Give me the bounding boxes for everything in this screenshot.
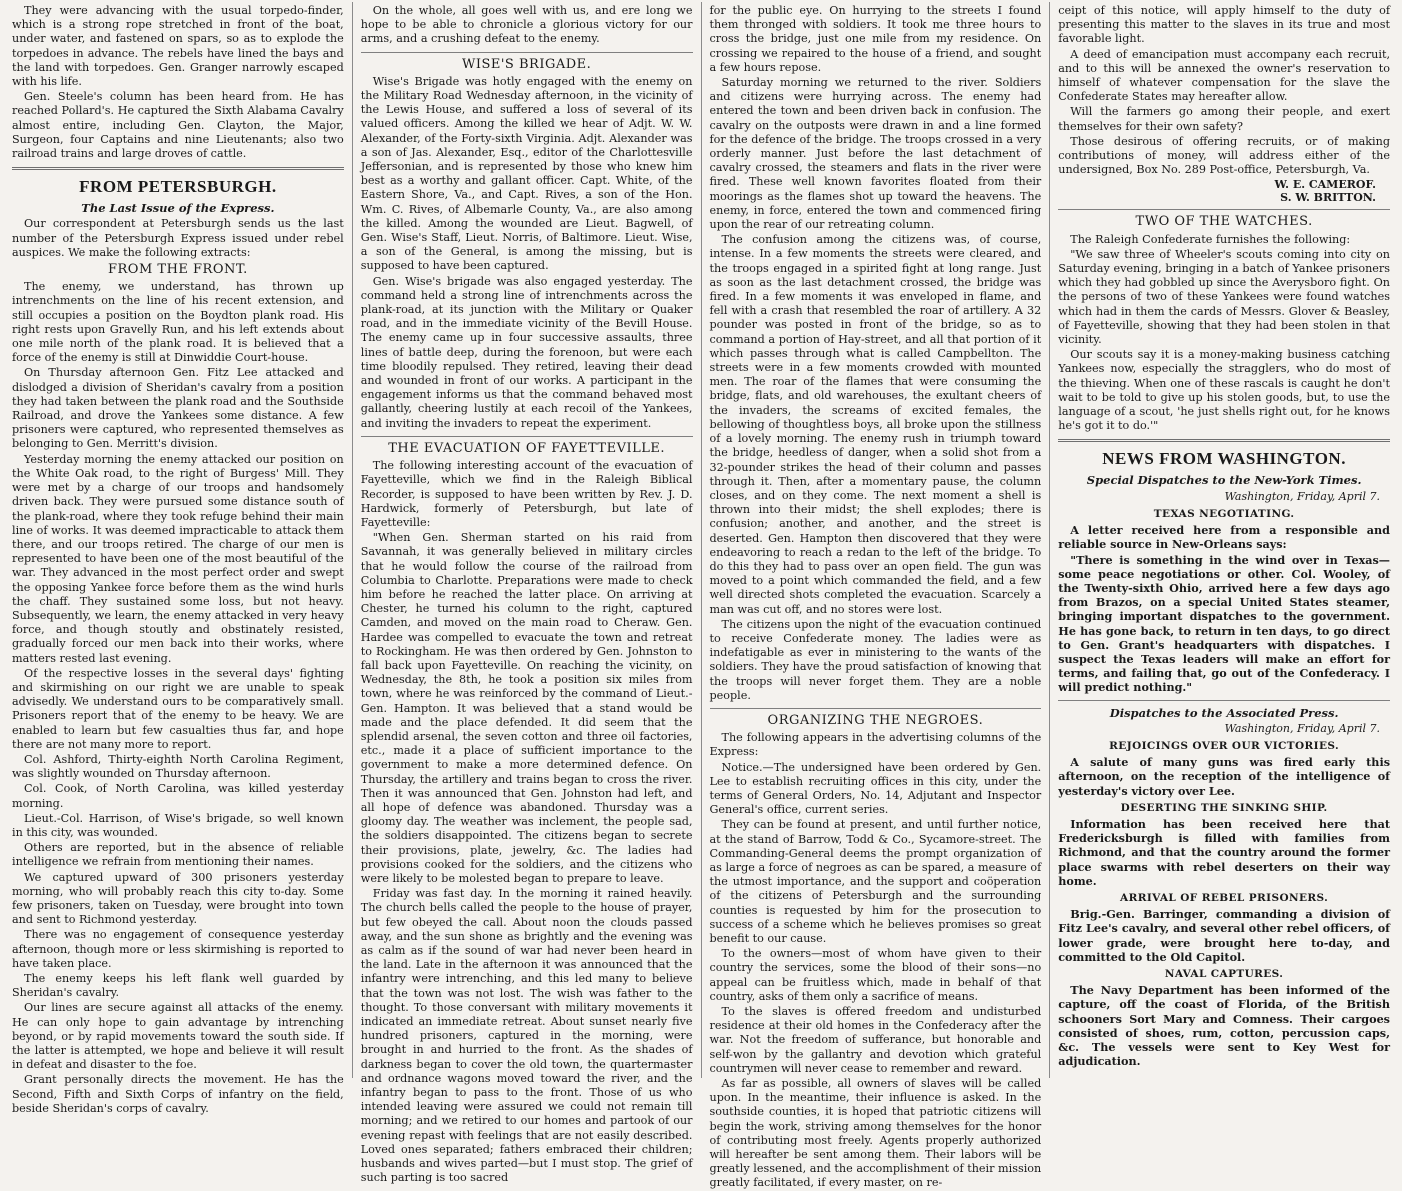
divider bbox=[361, 436, 693, 437]
paragraph: Our lines are secure against all attacks of the enemy. He can only hope to gain advantage by intrenching beyond, or by rapid movements toward the south side. If the latter is attempted, we hope and believe it will result in defeat and disaster to the foe. bbox=[12, 1001, 344, 1072]
paragraph: The Navy Department has been informed of the capture, off the coast of Florida, of the British schooners Sort Mary and Comness. Their cargoes consisted of shoes, rum, cotton, percussion caps, &c. The vessels were sent to Key West for adjudication. bbox=[1058, 983, 1390, 1069]
paragraph: Information has been received here that Fredericksburgh is filled with families from Richmond, and that the country around the former place swarms with rebel deserters on their way home. bbox=[1058, 816, 1390, 888]
subhead-associated-press: Dispatches to the Associated Press. bbox=[1109, 705, 1339, 720]
column-3 bbox=[702, 2, 1051, 1190]
subhead-arrival: ARRIVAL OF REBEL PRISONERS. bbox=[1120, 891, 1329, 904]
paragraph: Gen. Wise's brigade was also engaged yesterday. The command held a strong line of intrenchments across the plank-road, at its junction with the Military or Quaker road, and in the immediate vicinity of the Bevill House. The enemy came up in four successive assaults, three lines of battle deep, during the forenoon, but were each time bloodily repulsed. They retired, leaving their dead and wounded in front of our works. A participant in the engagement informs us that the command behaved most gallantly, cheering lustily at each recoil of the Yankees, and inviting the invaders to repeat the experiment. bbox=[360, 274, 693, 430]
paragraph: Those desirous of offering recruits, or of making contributions of money, will address either of the undersigned, Box No. 289 Post-office, Petersburgh, Va. bbox=[1058, 134, 1390, 177]
paragraph: "There is something in the wind over in Texas—some peace negotiations or other. Col. Wooley, of the Twenty-sixth Ohio, arrived here a few days ago from Brazos, on a special United States steamer, bringing important dispatches to the government. He has gone back, to return in ten days, to go direct to Gen. Grant's headquarters with dispatches. I suspect the Texas leaders will make an effort for terms, and failing that, go out of the Confederacy. I will predict nothing." bbox=[1058, 552, 1390, 695]
paragraph: "We saw three of Wheeler's scouts coming into city on Saturday evening, bringing in a batch of Yankee prisoners which they had gobbled up since the Averysboro fight. On the persons of two of these Yankees were found watches which had in them the cards of Messrs. Glover & Beasley, of Fayetteville, showing that they had been stolen in that vicinity. bbox=[1058, 247, 1390, 347]
paragraph: Will the farmers go among their people, and exert themselves for their own safety? bbox=[1058, 105, 1390, 133]
paragraph: Brig.-Gen. Barringer, commanding a division of Fitz Lee's cavalry, and several other rebel officers, of lower grade, were brought here to-day, and committed to the Old Capitol. bbox=[1058, 907, 1390, 964]
subhead-organizing: ORGANIZING THE NEGROES. bbox=[767, 712, 984, 728]
steele-paragraph: Gen. Steele's column has been heard from. He has reached Pollard's. He captured the Sixth Alabama Cavalry almost entire, including Gen. Clayton, the Major, Surgeon, four Captains and nine Lieutenants; also two railroad trains and large droves of cattle. bbox=[12, 90, 344, 161]
subhead-last-issue: The Last Issue of the Express. bbox=[81, 201, 275, 216]
paragraph: The confusion among the citizens was, of course, intense. In a few moments the streets were cleared, and the troops engaged in a spirited fight at long range. Just as soon as the last detachment crossed, the bridge was fired. In a few moments it was enveloped in flame, and fell with a crash that resembled the roar of artillery. A 32 pounder was posted in front of the bridge, so as to command a portion of Hay-street, and all that portion of it which passes through what is called Campbellton. The streets were in a few moments crowded with mounted men. The roar of the flames that were consuming the bridge, flats, and old warehouses, the exultant cheers of the invaders, the screams of excited females, the bellowing of thoughtless boys, all broke upon the stillness of a lovely morning. The enemy rush in triumph toward the bridge, heedless of danger, when a solid shot from a 32-pounder strikes the head of their column and passes through it. Then, after a momentary pause, the column closes, and on they come. The next moment a shell is thrown into their midst; the shell explodes; there is confusion; another, and another, and the street is deserted. Gen. Hampton then discovered that they were endeavoring to reach a redan to the left of the bridge. To do this they had to pass over an open field. The gun was moved to a point which commanded the field, and a few well directed shots completed the evacuation. Scarcely a man was cut off, and no stores were lost. bbox=[709, 233, 1042, 616]
paragraph: Saturday morning we returned to the river. Soldiers and citizens were hurrying across. The enemy had entered the town and been driven back in confusion. The cavalry on the outposts were drawn in and a line formed for the defence of the bridge. The troops crossed in a very orderly manner. Just before the last detachment of cavalry crossed, the steamers and flats in the river were fired. These well known favorites floated from their moorings as the flames shot up toward the heavens. The enemy, in force, entered the town and commenced firing upon the rear of our retreating column. bbox=[709, 76, 1042, 232]
intro-paragraph: Our correspondent at Petersburgh sends us the last number of the Petersburgh Express issued under rebel auspices. We make the following extracts: bbox=[12, 217, 344, 259]
paragraph: "When Gen. Sherman started on his raid from Savannah, it was generally believed in military circles that he would follow the course of the railroad from Columbia to Charlotte. Preparations were made to check him before he reached the latter place. On arriving at Chester, he turned his column to the right, captured Camden, and moved on the main road to Cheraw. Gen. Hardee was compelled to evacuate the town and retreat to Rockingham. He was then ordered by Gen. Johnston to fall back upon Fayetteville. On reaching the vicinity, on Wednesday, the 8th, he took a position six miles from town, where he was reinforced by the command of Lieut.-Gen. Hampton. It was believed that a stand would be made and the place defended. It did seem that the splendid arsenal, the seven cotton and three oil factories, etc., made it a place of sufficient importance to the government to make a more determined defence. On Thursday, the artillery and trains began to cross the river. Then it was announced that Gen. Johnston had left, and all hope of defence was abandoned. Thursday was a gloomy day. The weather was inclement, the people sad, the soldiers disappointed. The citizens began to secrete their provisions, plate, jewelry, &c. The ladies had provisions cooked for the soldiers, and the citizens who were likely to be molested began to prepare to leave. bbox=[360, 531, 693, 885]
paragraph: A salute of many guns was fired early this afternoon, on the reception of the intelligence of yesterday's victory over Lee. bbox=[1058, 755, 1390, 798]
subhead-deserting: DESERTING THE SINKING SHIP. bbox=[1120, 801, 1328, 814]
paragraph: To the owners—most of whom have given to their country the services, some the blood of their sons—no appeal can be fruitless which, made in behalf of that country, asks of them only a sacrifice of means. bbox=[709, 947, 1042, 1003]
paragraph: They can be found at present, and until further notice, at the stand of Barrow, Todd & Co., Sycamore-street. The Commanding-General deems the prompt organization of as large a force of negroes as can be spared, a measure of the utmost importance, and the support and coöperation of the citizens of Petersburgh and the surrounding counties is requested by him for the prosecution to success of a scheme which he believes promises so great benefit to our cause. bbox=[709, 818, 1042, 945]
column-2 bbox=[353, 2, 702, 1185]
paragraph: A letter received here from a responsible and reliable source in New-Orleans says: bbox=[1058, 523, 1390, 552]
subhead-texas: TEXAS NEGOTIATING. bbox=[1153, 507, 1295, 520]
divider bbox=[1058, 700, 1390, 701]
paragraph: Lieut.-Col. Harrison, of Wise's brigade, so well known in this city, was wounded. bbox=[12, 811, 344, 839]
subhead-wise-brigade: WISE'S BRIGADE. bbox=[461, 56, 592, 72]
signature-2: S. W. BRITTON. bbox=[1280, 191, 1376, 205]
paragraph: Yesterday morning the enemy attacked our position on the White Oak road, to the right of Burgess' Mill. They were met by a charge of our troops and handsomely driven back. They were pursued some distance south of the plank-road, where they took refuge behind their main line of works. It was deemed impracticable to attack them there, and our troops retired. The charge of our men is represented to have been one of the most beautiful of the war. They advanced in the most perfect order and swept the opposing Yankee force before them as the wind hurls the chaff. They sustained some loss, but not heavy. Subsequently, we learn, the enemy attacked in very heavy force, and though stoutly and obstinately resisted, gradually forced our men back into their works, where matters rested last evening. bbox=[12, 452, 344, 665]
paragraph: There was no engagement of consequence yesterday afternoon, though more or less skirmishing is reported to have taken place. bbox=[12, 928, 344, 970]
paragraph: As far as possible, all owners of slaves will be called upon. In the meantime, their influence is asked. In the southside counties, it is hoped that patriotic citizens will begin the work, striving among themselves for the honor of contributing most freely. Agents properly authorized will hereafter be sent among them. Their labors will be greatly lessened, and the accomplishment of their mission greatly facilitated, if every master, on re- bbox=[709, 1077, 1042, 1190]
org-intro: The following appears in the advertising columns of the Express: bbox=[709, 731, 1042, 759]
paragraph: The citizens upon the night of the evacuation continued to receive Confederate money. The ladies were as indefatigable as ever in ministering to the wants of the soldiers. They have the proud satisfaction of knowing that the troops will never forget them. They are a noble people. bbox=[709, 617, 1042, 702]
signature-1: W. E. CAMEROF. bbox=[1274, 178, 1376, 192]
paragraph: Our scouts say it is a money-making business catching Yankees now, especially the stragglers, who do most of the thieving. When one of these rascals is caught he don't wait to be told to give up his stolen goods, but, to use the language of a scout, 'he just shells right out, for he knows he's got it to do.'" bbox=[1058, 348, 1390, 433]
paragraph: Of the respective losses in the several days' fighting and skirmishing on our right we are unable to speak advisedly. We understand ours to be comparatively small. Prisoners report that of the enemy to be heavy. We are enabled to learn but few casualties thus far, and hope there are not many more to report. bbox=[12, 666, 344, 751]
paragraph: Others are reported, but in the absence of reliable intelligence we refrain from mentioning their names. bbox=[12, 841, 344, 869]
paragraph: Wise's Brigade was hotly engaged with the enemy on the Military Road Wednesday afternoon, in the vicinity of the Lewis House, and suffered a loss of several of its valued officers. Among the killed we hear of Adjt. W. W. Alexander, of the Forty-sixth Virginia. Adjt. Alexander was a son of Jas. Alexander, Esq., editor of the Charlottesville Jeffersonian, and is represented by those who knew him best as a worthy and gallant officer. Capt. White, of the Eastern Shore, Va., and Capt. Rives, a son of the Hon. Wm. C. Rives, of Albemarle County, Va., are also among the killed. Among the wounded are Lieut. Bagwell, of Gen. Wise's Staff, Lieut. Norris, of Baltimore. Lieut. Wise, a son of the General, is among the missing, but is supposed to have been captured. bbox=[360, 74, 693, 273]
column-4 bbox=[1050, 2, 1398, 1078]
divider bbox=[12, 167, 344, 170]
subhead-special-dispatches: Special Dispatches to the New-York Times. bbox=[1086, 473, 1362, 488]
paragraph: ceipt of this notice, will apply himself to the duty of presenting this matter to the slaves in its true and most favorable light. bbox=[1058, 4, 1390, 46]
paragraph: Col. Cook, of North Carolina, was killed yesterday morning. bbox=[12, 782, 344, 810]
paragraph: On Thursday afternoon Gen. Fitz Lee attacked and dislodged a division of Sheridan's cavalry from a position they had taken between the plank road and the Southside Railroad, and drove the Yankees some distance. A few prisoners were captured, who represented themselves as belonging to Gen. Merritt's division. bbox=[12, 366, 344, 451]
paragraph: Notice.—The undersigned have been ordered by Gen. Lee to establish recruiting offices in this city, under the terms of General Orders, No. 14, Adjutant and Inspector General's office, current series. bbox=[709, 760, 1042, 817]
paragraph: The following interesting account of the evacuation of Fayetteville, which we find in the Raleigh Biblical Recorder, is supposed to have been written by Rev. J. D. Hardwick, formerly of Petersburgh, but late of Fayetteville: bbox=[360, 459, 693, 529]
dateline-2: Washington, Friday, April 7. bbox=[1224, 721, 1380, 735]
divider bbox=[710, 708, 1042, 709]
divider bbox=[361, 52, 693, 53]
paragraph: The enemy keeps his left flank well guarded by Sheridan's cavalry. bbox=[12, 972, 344, 1000]
paragraph: We captured upward of 300 prisoners yesterday morning, who will probably reach this city to-day. Some few prisoners, taken on Tuesday, were brought into town and sent to Richmond yesterday. bbox=[12, 870, 344, 927]
watches-intro: The Raleigh Confederate furnishes the following: bbox=[1070, 232, 1351, 246]
paragraph: Col. Ashford, Thirty-eighth North Carolina Regiment, was slightly wounded on Thursday afternoon. bbox=[12, 752, 344, 781]
paragraph: for the public eye. On hurrying to the streets I found them thronged with soldiers. It took me three hours to cross the bridge, just one mile from my residence. On crossing we repaired to the house of a friend, and sought a few hours repose. bbox=[709, 4, 1042, 74]
subhead-evacuation: THE EVACUATION OF FAYETTEVILLE. bbox=[388, 440, 666, 456]
divider bbox=[1058, 439, 1390, 442]
victory-paragraph: On the whole, all goes well with us, and ere long we hope to be able to chronicle a glorious victory for our arms, and a crushing defeat to the enemy. bbox=[360, 4, 693, 46]
headline-petersburgh: FROM PETERSBURGH. bbox=[79, 177, 277, 197]
subhead-naval: NAVAL CAPTURES. bbox=[1164, 967, 1284, 980]
subhead-rejoicings: REJOICINGS OVER OUR VICTORIES. bbox=[1109, 739, 1340, 752]
dateline-1: Washington, Friday, April 7. bbox=[1224, 489, 1380, 503]
paragraph: To the slaves is offered freedom and undisturbed residence at their old homes in the Confederacy after the war. Not the freedom of sufferance, but honorable and self-won by the gallantry and devotion which grateful countrymen will never cease to remember and reward. bbox=[709, 1005, 1042, 1075]
divider bbox=[1058, 209, 1390, 210]
subhead-watches: TWO OF THE WATCHES. bbox=[1135, 214, 1313, 230]
headline-washington: NEWS FROM WASHINGTON. bbox=[1102, 449, 1346, 469]
subhead-from-front: FROM THE FRONT. bbox=[107, 262, 248, 278]
column-1 bbox=[4, 2, 353, 1115]
torpedo-paragraph: They were advancing with the usual torpedo-finder, which is a strong rope stretched in front of the boat, under water, and fastened on spars, so as to explode the torpedoes in advance. The rebels have lined the bays and the land with torpedoes. Gen. Granger narrowly escaped with his life. bbox=[12, 4, 344, 89]
paragraph: Grant personally directs the movement. He has the Second, Fifth and Sixth Corps of infantry on the field, beside Sheridan's corps of cavalry. bbox=[12, 1073, 344, 1115]
front-paragraphs bbox=[12, 280, 344, 1116]
paragraph: A deed of emancipation must accompany each recruit, and to this will be annexed the owner's reservation to himself of whatever compensation for the slave the Confederate States may hereafter allow. bbox=[1058, 47, 1390, 104]
paragraph: Friday was fast day. In the morning it rained heavily. The church bells called the people to the house of prayer, but few obeyed the call. About noon the clouds passed away, and the sun shone as brightly and the evening was as calm as if the sound of war had never been heard in the land. Late in the afternoon it was announced that the infantry were intrenching, and this led many to believe that the town was not lost. The wish was father to the thought. To those conversant with military movements it indicated an immediate retreat. About sunset nearly five hundred prisoners, captured in the morning, were brought in and hurried to the front. As the shades of darkness began to cover the old town, the quartermaster and ordnance wagons moved toward the river, and the infantry began to pass to the front. Those of us who intended leaving were assured we could not remain till morning; and we retired to our homes and partook of our evening repast with feelings that are not easily described. Loved ones separated; fathers embraced their children; husbands and wives parted—but I must stop. The grief of such parting is too sacred bbox=[360, 887, 693, 1185]
paragraph: The enemy, we understand, has thrown up intrenchments on the line of his recent extension, and still occupies a position on the Boydton plank road. His right rests upon Gravelly Run, and his left extends about one mile north of the plank road. It is believed that a force of the enemy is still at Dinwiddie Court-house. bbox=[12, 280, 344, 365]
